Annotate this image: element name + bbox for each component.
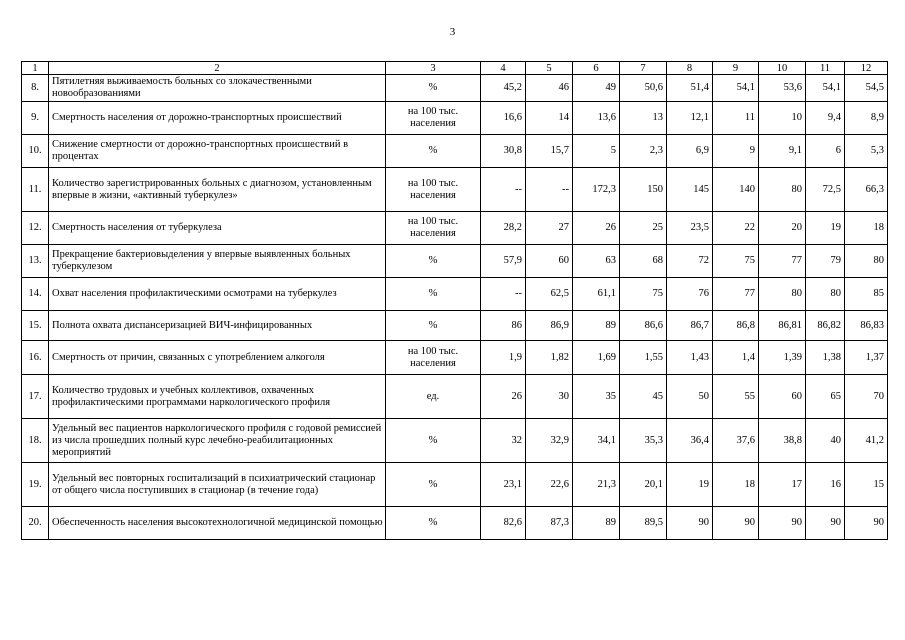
value-cell: 86,81 [759,311,806,341]
value-cell: 53,6 [759,75,806,102]
value-cell: 9 [713,135,759,168]
value-cell: 62,5 [526,278,573,311]
value-cell: 72,5 [806,168,845,212]
indicator-name: Удельный вес повторных госпитализаций в психиатрический стационар от общего числа поступивших в стационар (в течение года) [49,463,386,507]
indicator-name: Смертность от причин, связанных с употреблением алкоголя [49,341,386,375]
row-number: 17. [22,375,49,419]
column-number-cell: 9 [713,62,759,75]
value-cell: 65 [806,375,845,419]
value-cell: 54,1 [713,75,759,102]
value-cell: 26 [481,375,526,419]
value-cell: 10 [759,102,806,135]
column-number-cell: 10 [759,62,806,75]
value-cell: 6 [806,135,845,168]
table-row [22,341,888,375]
value-cell: 90 [806,507,845,540]
value-cell: 22,6 [526,463,573,507]
value-cell: 70 [845,375,888,419]
unit-cell: % [386,463,481,507]
value-cell: 13,6 [573,102,620,135]
value-cell: -- [526,168,573,212]
unit-cell: на 100 тыс. населения [386,168,481,212]
indicator-name: Смертность населения от дорожно-транспортных происшествий [49,102,386,135]
indicators-table [21,61,888,540]
value-cell: 76 [667,278,713,311]
value-cell: 23,1 [481,463,526,507]
value-cell: 45 [620,375,667,419]
row-number: 10. [22,135,49,168]
column-number-cell: 2 [49,62,386,75]
value-cell: 86,8 [713,311,759,341]
unit-cell: % [386,75,481,102]
table-row [22,278,888,311]
value-cell: 75 [713,245,759,278]
value-cell: 13 [620,102,667,135]
value-cell: 50,6 [620,75,667,102]
value-cell: 86,83 [845,311,888,341]
column-number-cell: 4 [481,62,526,75]
value-cell: 1,9 [481,341,526,375]
indicator-name: Пятилетняя выживаемость больных со злокачественными новообразованиями [49,75,386,102]
value-cell: 8,9 [845,102,888,135]
table-row [22,75,888,102]
value-cell: 80 [759,278,806,311]
row-number: 20. [22,507,49,540]
indicator-name: Количество трудовых и учебных коллективов, охваченных профилактическими программами наркологического профиля [49,375,386,419]
unit-cell: на 100 тыс. населения [386,212,481,245]
unit-cell: % [386,507,481,540]
value-cell: 41,2 [845,419,888,463]
value-cell: 15 [845,463,888,507]
value-cell: 19 [806,212,845,245]
row-number: 13. [22,245,49,278]
value-cell: 72 [667,245,713,278]
value-cell: 89 [573,311,620,341]
indicator-name: Снижение смертности от дорожно-транспортных происшествий в процентах [49,135,386,168]
value-cell: 11 [713,102,759,135]
indicator-name: Прекращение бактериовыделения у впервые выявленных больных туберкулезом [49,245,386,278]
value-cell: 1,37 [845,341,888,375]
value-cell: 90 [759,507,806,540]
value-cell: 38,8 [759,419,806,463]
value-cell: 86,82 [806,311,845,341]
value-cell: 27 [526,212,573,245]
value-cell: 15,7 [526,135,573,168]
value-cell: 12,1 [667,102,713,135]
unit-cell: % [386,278,481,311]
value-cell: 28,2 [481,212,526,245]
column-number-cell: 8 [667,62,713,75]
indicator-name: Удельный вес пациентов наркологического профиля с годовой ремиссией из числа прошедших полный курс лечебно-реабилитационных мероприятий [49,419,386,463]
table-row [22,212,888,245]
table-row [22,102,888,135]
indicator-name: Смертность населения от туберкулеза [49,212,386,245]
header-row [22,62,888,75]
value-cell: 1,69 [573,341,620,375]
unit-cell: ед. [386,375,481,419]
unit-cell: % [386,135,481,168]
value-cell: 36,4 [667,419,713,463]
unit-cell: % [386,245,481,278]
value-cell: 140 [713,168,759,212]
value-cell: 17 [759,463,806,507]
value-cell: 6,9 [667,135,713,168]
value-cell: 57,9 [481,245,526,278]
unit-cell: % [386,419,481,463]
value-cell: 51,4 [667,75,713,102]
value-cell: 34,1 [573,419,620,463]
value-cell: 45,2 [481,75,526,102]
value-cell: 55 [713,375,759,419]
value-cell: 54,1 [806,75,845,102]
value-cell: 80 [759,168,806,212]
unit-cell: на 100 тыс. населения [386,341,481,375]
value-cell: 80 [806,278,845,311]
value-cell: 1,43 [667,341,713,375]
value-cell: 40 [806,419,845,463]
value-cell: 5,3 [845,135,888,168]
value-cell: 172,3 [573,168,620,212]
value-cell: 25 [620,212,667,245]
value-cell: 54,5 [845,75,888,102]
unit-cell: % [386,311,481,341]
column-number-cell: 3 [386,62,481,75]
value-cell: 16 [806,463,845,507]
row-number: 11. [22,168,49,212]
column-number-cell: 7 [620,62,667,75]
value-cell: 145 [667,168,713,212]
table-row [22,463,888,507]
value-cell: 86,9 [526,311,573,341]
value-cell: 150 [620,168,667,212]
value-cell: 46 [526,75,573,102]
table-row [22,507,888,540]
value-cell: 20,1 [620,463,667,507]
column-number-cell: 11 [806,62,845,75]
indicator-name: Полнота охвата диспансеризацией ВИЧ-инфицированных [49,311,386,341]
value-cell: 30 [526,375,573,419]
value-cell: 19 [667,463,713,507]
value-cell: -- [481,168,526,212]
row-number: 14. [22,278,49,311]
value-cell: 60 [526,245,573,278]
value-cell: 90 [713,507,759,540]
table-row [22,168,888,212]
value-cell: 49 [573,75,620,102]
column-number-cell: 1 [22,62,49,75]
value-cell: 2,3 [620,135,667,168]
value-cell: 79 [806,245,845,278]
value-cell: 26 [573,212,620,245]
value-cell: 37,6 [713,419,759,463]
value-cell: 75 [620,278,667,311]
table-row [22,135,888,168]
column-number-cell: 6 [573,62,620,75]
value-cell: 1,38 [806,341,845,375]
value-cell: 35,3 [620,419,667,463]
value-cell: 85 [845,278,888,311]
value-cell: 1,39 [759,341,806,375]
value-cell: 87,3 [526,507,573,540]
value-cell: 90 [667,507,713,540]
value-cell: 22 [713,212,759,245]
value-cell: -- [481,278,526,311]
table-row [22,375,888,419]
value-cell: 77 [713,278,759,311]
value-cell: 77 [759,245,806,278]
indicator-name: Количество зарегистрированных больных с диагнозом, установленным впервые в жизни, «активный туберкулез» [49,168,386,212]
row-number: 16. [22,341,49,375]
value-cell: 63 [573,245,620,278]
column-number-cell: 5 [526,62,573,75]
value-cell: 30,8 [481,135,526,168]
table-row [22,419,888,463]
table-row [22,311,888,341]
indicator-name: Обеспеченность населения высокотехнологичной медицинской помощью [49,507,386,540]
value-cell: 1,4 [713,341,759,375]
value-cell: 1,55 [620,341,667,375]
value-cell: 9,1 [759,135,806,168]
value-cell: 89,5 [620,507,667,540]
value-cell: 20 [759,212,806,245]
value-cell: 86,7 [667,311,713,341]
value-cell: 50 [667,375,713,419]
page-number: 3 [449,26,456,38]
column-number-cell: 12 [845,62,888,75]
table-row [22,245,888,278]
value-cell: 18 [845,212,888,245]
value-cell: 66,3 [845,168,888,212]
value-cell: 68 [620,245,667,278]
value-cell: 9,4 [806,102,845,135]
value-cell: 5 [573,135,620,168]
value-cell: 90 [845,507,888,540]
row-number: 8. [22,75,49,102]
value-cell: 82,6 [481,507,526,540]
value-cell: 61,1 [573,278,620,311]
value-cell: 14 [526,102,573,135]
value-cell: 21,3 [573,463,620,507]
value-cell: 89 [573,507,620,540]
value-cell: 32,9 [526,419,573,463]
value-cell: 18 [713,463,759,507]
value-cell: 86 [481,311,526,341]
row-number: 9. [22,102,49,135]
value-cell: 32 [481,419,526,463]
indicator-name: Охват населения профилактическими осмотрами на туберкулез [49,278,386,311]
row-number: 15. [22,311,49,341]
row-number: 19. [22,463,49,507]
value-cell: 23,5 [667,212,713,245]
value-cell: 1,82 [526,341,573,375]
row-number: 12. [22,212,49,245]
value-cell: 16,6 [481,102,526,135]
unit-cell: на 100 тыс. населения [386,102,481,135]
value-cell: 86,6 [620,311,667,341]
value-cell: 60 [759,375,806,419]
value-cell: 80 [845,245,888,278]
value-cell: 35 [573,375,620,419]
row-number: 18. [22,419,49,463]
